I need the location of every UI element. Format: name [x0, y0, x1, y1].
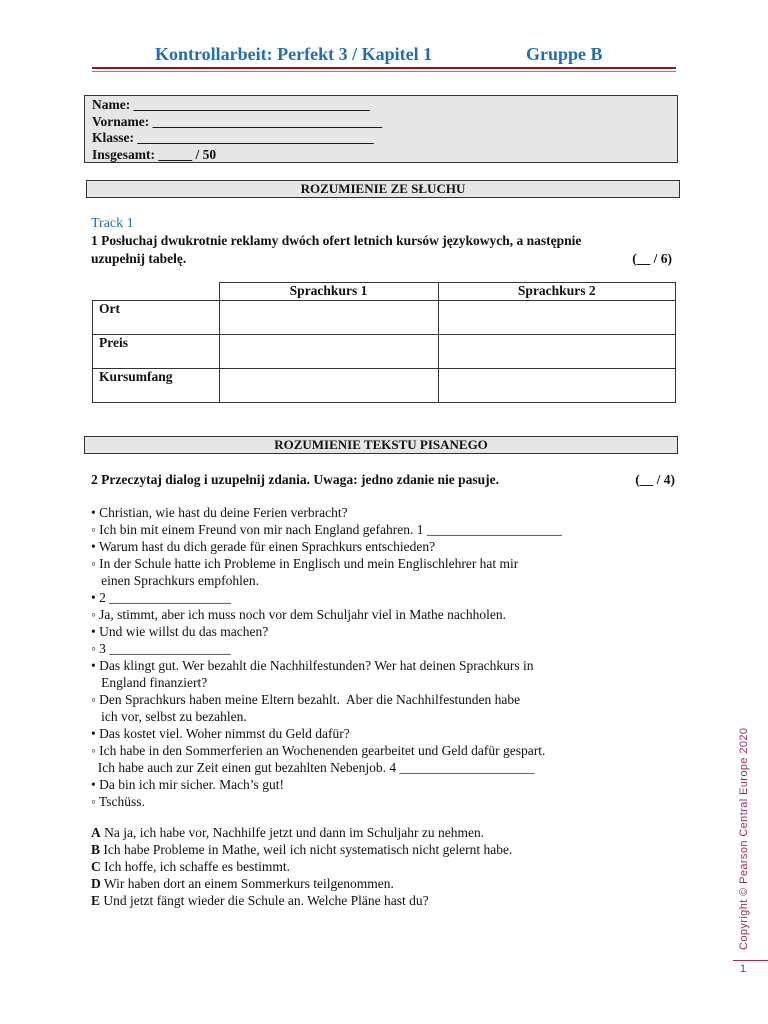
page-title: Kontrollarbeit: Perfekt 3 / Kapitel 1: [155, 44, 433, 64]
section-heading-listening: ROZUMIENIE ZE SŁUCHU: [86, 180, 680, 198]
dialog-line: ◦ Ja, stimmt, aber ich muss noch vor dem Schuljahr viel in Mathe nachholen.: [91, 607, 506, 622]
dialog-line: • Christian, wie hast du deine Ferien verbracht?: [91, 505, 348, 520]
row-label-course-scope: Kursumfang: [93, 369, 220, 403]
dialog-line: • Warum hast du dich gerade für einen Sprachkurs entschieden?: [91, 539, 436, 554]
row-label-price: Preis: [93, 335, 220, 369]
option-d: D Wir haben dort an einem Sommerkurs teilgenommen.: [91, 876, 394, 891]
group-label: Gruppe B: [526, 44, 603, 64]
option-e: E Und jetzt fängt wieder die Schule an. Welche Pläne hast du?: [91, 893, 429, 908]
dialog-line: Ich habe auch zur Zeit einen gut bezahlten Nebenjob. 4 ____________________: [91, 760, 535, 775]
dialog-text: [91, 504, 691, 810]
first-name-field[interactable]: Vorname: __________________________________: [92, 113, 383, 129]
answer-cell[interactable]: [438, 369, 676, 403]
dialog-line: • Das klingt gut. Wer bezahlt die Nachhilfestunden? Wer hat deinen Sprachkurs in: [91, 658, 534, 673]
page-number: 1: [740, 963, 747, 975]
task-2-instruction: [91, 471, 675, 489]
task-2-score: (__ / 4): [635, 472, 675, 487]
copyright-notice: Copyright © Pearson Central Europe 2020: [738, 727, 750, 950]
answer-cell[interactable]: [219, 301, 438, 335]
dialog-line: • Das kostet viel. Woher nimmst du Geld dafür?: [91, 726, 350, 741]
page-number-rule: [733, 960, 768, 961]
task-1-instruction: [91, 232, 675, 268]
class-field[interactable]: Klasse: ___________________________________: [92, 130, 374, 145]
header-rule: [92, 67, 676, 69]
row-label-place: Ort: [93, 301, 220, 335]
listening-table: [92, 282, 676, 403]
option-a: A Na ja, ich habe vor, Nachhilfe jetzt und dann im Schuljahr zu nehmen.: [91, 825, 485, 840]
dialog-line: • 2 __________________: [91, 590, 231, 605]
option-c: C Ich hoffe, ich schaffe es bestimmt.: [91, 859, 290, 874]
dialog-line: ◦ Den Sprachkurs haben meine Eltern bezahlt. Aber die Nachhilfestunden habe: [91, 692, 521, 707]
track-label: Track 1: [91, 216, 134, 231]
student-info-box: [84, 95, 678, 163]
dialog-line: ◦ Tschüss.: [91, 794, 145, 809]
name-field[interactable]: Name: ___________________________________: [92, 97, 370, 112]
dialog-line: ◦ Ich habe in den Sommerferien an Wochenenden gearbeitet und Geld dafür gespart.: [91, 743, 546, 758]
task-2-text: 2 Przeczytaj dialog i uzupełnij zdania. Uwaga: jedno zdanie nie pasuje.: [91, 472, 499, 487]
dialog-line: ◦ Ich bin mit einem Freund von mir nach England gefahren. 1 ____________________: [91, 522, 562, 537]
column-header-course-1: Sprachkurs 1: [219, 283, 438, 301]
option-b: B Ich habe Probleme in Mathe, weil ich nicht systematisch nicht gelernt habe.: [91, 842, 513, 857]
dialog-line: England finanziert?: [91, 675, 208, 690]
dialog-line: einen Sprachkurs empfohlen.: [91, 573, 259, 588]
header-rule-thin: [92, 71, 676, 72]
answer-cell[interactable]: [219, 335, 438, 369]
dialog-line: ◦ 3 __________________: [91, 641, 231, 656]
dialog-line: ich vor, selbst zu bezahlen.: [91, 709, 247, 724]
answer-cell[interactable]: [438, 335, 676, 369]
dialog-line: ◦ In der Schule hatte ich Probleme in Englisch und mein Englischlehrer hat mir: [91, 556, 519, 571]
task-1-line-2: uzupełnij tabelę.: [91, 251, 187, 266]
column-header-course-2: Sprachkurs 2: [438, 283, 676, 301]
answer-options: [91, 824, 691, 909]
task-1-score: (__ / 6): [632, 251, 672, 266]
dialog-line: • Und wie willst du das machen?: [91, 624, 269, 639]
answer-cell[interactable]: [438, 301, 676, 335]
answer-cell[interactable]: [219, 369, 438, 403]
task-1-line-1: 1 Posłuchaj dwukrotnie reklamy dwóch ofert letnich kursów językowych, a następnie: [91, 233, 582, 248]
dialog-line: • Da bin ich mir sicher. Mach’s gut!: [91, 777, 284, 792]
section-heading-reading: ROZUMIENIE TEKSTU PISANEGO: [84, 436, 678, 454]
table-corner: [93, 283, 220, 301]
total-score-field[interactable]: Insgesamt: _____ / 50: [92, 146, 217, 162]
